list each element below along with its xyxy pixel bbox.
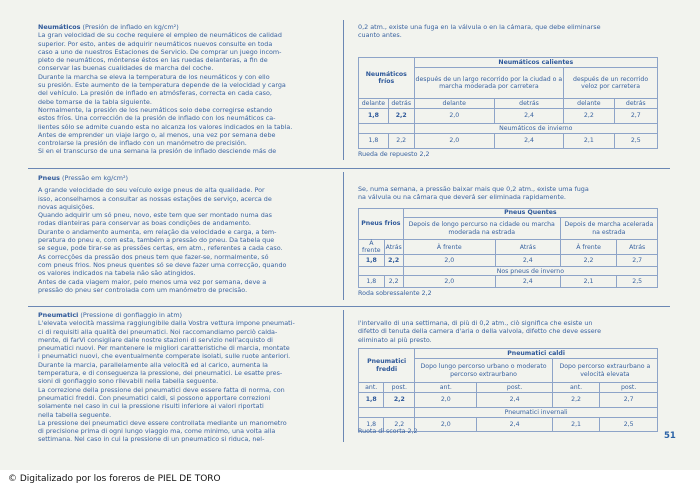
section-it-text <box>38 311 333 444</box>
table-pt-hot-b: Depois de marcha acelerada na estrada <box>560 218 657 240</box>
table-es-cell: 2,7 <box>614 109 657 124</box>
table-es-cell: 2,5 <box>614 134 657 149</box>
table-it-cell: 2,7 <box>600 393 658 407</box>
table-it-hot-a: Dopo lungo percorso urbano o moderato percorso extraurbano <box>415 358 553 382</box>
it-line: solamente nel caso in cui la pressione risulti inferiore ai valori riportati <box>38 402 264 411</box>
it-right-line: l'intervallo di una settimana, di più di 0,2 atm., ciò significa che esiste un <box>358 319 593 327</box>
it-line: La correzione della pressione dei pneumatici deve essere fatta di norma, con <box>38 385 285 394</box>
es-line: estos fríos. Una corrección de la presión de inflado con los neumáticos ca- <box>38 114 276 123</box>
table-pt-cell: 2,4 <box>495 255 560 267</box>
table-it-front: ant. <box>415 383 477 393</box>
table-pt-hot-header: Pneus Quentes <box>403 209 657 218</box>
section-pt-right-text <box>358 185 658 202</box>
table-it-hot-header: Pneumatici caldi <box>415 349 658 359</box>
table-pt-cell: 2,1 <box>560 276 617 288</box>
table-it-cell: 2,4 <box>477 417 552 431</box>
divider-1 <box>28 168 670 169</box>
table-es-cold-header: Neumáticos fríos <box>359 58 415 99</box>
table-pt-empty <box>359 267 404 276</box>
table-it-cell: 2,4 <box>477 393 552 407</box>
it-line: pneumatici freddi. Con pneumatici caldi, si possono apportare correzioni <box>38 393 271 402</box>
table-es-cell: 2,0 <box>414 134 494 149</box>
it-line: settimana. Nel caso in cui la pressione di un pneumatico si riduca, nel- <box>38 435 265 444</box>
table-pt-rear: Atrás <box>384 240 403 255</box>
table-it-cell: 1,8 <box>359 393 384 407</box>
es-line: conservar las buenas cualidades de marcha del coche. <box>38 64 214 73</box>
es-line: superior. Por esto, antes de adquirir neumáticos nuevos consulte en toda <box>38 39 273 48</box>
table-pt-cell: 2,7 <box>617 255 658 267</box>
pt-right-line: na válvula ou na câmara que deverá ser eliminada rapidamente. <box>358 193 566 202</box>
table-it <box>358 348 658 432</box>
table-pt-cell: 1,8 <box>359 255 385 267</box>
es-line: Si en el transcurso de una semana la presión de inflado desciende más de <box>38 147 277 156</box>
it-line: La pressione dei pneumatici deve essere controllata mediante un manometro <box>38 418 287 427</box>
it-line: ci di requisiti alla qualità dei pneumatici. Noi raccomandiamo perciò calda- <box>38 327 278 336</box>
it-line: Durante la marcia, parallelamente alla velocità ed al carico, aumenta la <box>38 360 268 369</box>
table-es-cell: 2,2 <box>388 109 414 124</box>
table-pt-cell: 2,2 <box>384 255 403 267</box>
table-es-cell: 2,4 <box>494 134 563 149</box>
it-line: pneumatici nuovi. Per mantenere le migliori caratteristiche di marcia, montate <box>38 344 290 353</box>
table-es-empty <box>359 123 415 133</box>
es-right-line: 0,2 atm., existe una fuga en la válvula o en la cámara, que debe eliminarse <box>358 23 601 31</box>
es-line: controlarse la presión de inflado con un manómetro de precisión. <box>38 139 247 148</box>
column-divider-1 <box>343 20 344 160</box>
table-it-winter: Pneumatici invernali <box>415 407 658 417</box>
table-pt-rear: Atrás <box>617 240 658 255</box>
es-line: Durante la marcha se eleva la temperatura de los neumáticos y con ello <box>38 72 270 81</box>
table-it-rear: post. <box>384 383 415 393</box>
table-it-cell: 2,5 <box>600 417 658 431</box>
pt-line: se segue, pode tirar-se as pressões certas, em atm., referentes a cada caso. <box>38 244 283 253</box>
table-es-cell: 1,8 <box>359 134 389 149</box>
es-line: La gran velocidad de su coche requiere el empleo de neumáticos de calidad <box>38 31 282 40</box>
pt-line: pressão do pneu ser controlada com um manómetro de precisão. <box>38 285 248 294</box>
es-line: lientes sólo se admite cuando esta no alcanza los valores indicados en la tabla. <box>38 122 293 131</box>
pt-line: isso, aconselhamos a consultar as nossas estações de serviço, acerca de <box>38 194 272 203</box>
section-es-heading: Neumáticos <box>38 23 81 31</box>
es-line: Antes de emprender un viaje largo o, al menos, una vez por semana debe <box>38 130 276 139</box>
table-pt-cell: 1,8 <box>359 276 385 288</box>
pt-line: A grande velocidade do seu veículo exige pneus de alta qualidade. Por <box>38 186 265 195</box>
pt-line: com pneus frios. Nos pneus quentes só se deve fazer uma correcção, quando <box>38 260 287 269</box>
it-line: mente, di farVi consigliare dalle nostre stazioni di servizio nell'acquisto di <box>38 335 273 344</box>
it-line: di precisione prima di ogni lungo viaggio ma, come minimo, una volta alla <box>38 427 276 436</box>
table-es-hot-b: después de un recorrido veloz por carretera <box>564 68 658 99</box>
section-pt-text <box>38 174 333 294</box>
digitization-credit: © Digitalizado por los foreros de PIEL DE TORO <box>8 474 221 484</box>
spare-it: Ruota di scorta 2,2 <box>358 428 418 435</box>
table-es-front: delante <box>359 98 389 108</box>
table-pt-cell: 2,0 <box>403 276 495 288</box>
table-it-cell: 2,0 <box>415 417 477 431</box>
table-it-front: ant. <box>359 383 384 393</box>
table-es-cell: 1,8 <box>359 109 389 124</box>
pt-right-line: Se, numa semana, a pressão baixar mais que 0,2 atm., existe uma fuga <box>358 185 589 193</box>
es-line: del vehículo. La presión de inflado en atmósferas, correcta en cada caso, <box>38 89 272 98</box>
es-line: debe tomarse de la tabla siguiente. <box>38 97 152 106</box>
table-it-cell: 2,2 <box>384 417 415 431</box>
table-es-hot-a: después de un largo recorrido por la ciudad o a marcha moderada por carretera <box>414 68 564 99</box>
es-line: caso a uno de nuestros Estaciones de Servicio. De comprar un juego incom- <box>38 47 282 56</box>
it-right-line: eliminato al più presto. <box>358 335 432 344</box>
table-pt-front: À frente <box>359 240 385 255</box>
table-pt-cell: 2,5 <box>617 276 658 288</box>
it-line: sioni di gonfiaggio sono rilevabili nella tabella seguente. <box>38 377 219 386</box>
section-es-text <box>38 23 333 156</box>
pt-line: peratura do pneu e, com esta, também a pressão do pneu. Da tabela que <box>38 236 275 245</box>
pt-line: Antes de cada viagem maior, pelo menos uma vez por semana, deve a <box>38 277 267 286</box>
table-pt-cell: 2,2 <box>384 276 403 288</box>
table-it-empty <box>359 407 415 417</box>
section-pt-heading: Pneus <box>38 174 60 182</box>
table-pt-front: À frente <box>403 240 495 255</box>
it-line: L'elevata velocità massima raggiungibile dalla Vostra vettura impone pneumati- <box>38 319 295 328</box>
table-pt-cell: 2,2 <box>560 255 617 267</box>
it-line: i pneumatici nuovi, che eventualmente comperate isolati, sulle ruote anteriori. <box>38 352 291 361</box>
section-es-heading-sub: (Presión de inflado en kg/cm²) <box>82 23 179 31</box>
table-pt-winter: Nos pneus de inverno <box>403 267 657 276</box>
spare-pt: Roda sobressalente 2,2 <box>358 290 432 297</box>
table-es-cell: 2,2 <box>388 134 414 149</box>
es-line: Normalmente, la presión de los neumáticos solo debe corregirse estando <box>38 105 273 114</box>
pt-line: Quando adquirir um só pneu, novo, este tem que ser montado numa das <box>38 211 273 220</box>
table-pt <box>358 208 658 288</box>
pt-line: os valores indicados na tabela não são atingidos. <box>38 269 196 278</box>
table-it-cell: 1,8 <box>359 417 384 431</box>
table-it-hot-b: Dopo percorso extraurbano a velocità elevata <box>552 358 657 382</box>
pt-line: As correcções da pressão dos pneus tem que fazer-se, normalmente, só <box>38 252 269 261</box>
es-line: su presión. Este aumento de la temperatura depende de la velocidad y carga <box>38 81 286 90</box>
column-divider-3 <box>343 310 344 442</box>
table-pt-cell: 2,4 <box>495 276 560 288</box>
table-pt-cell: 2,0 <box>403 255 495 267</box>
table-it-cell: 2,2 <box>552 393 599 407</box>
spare-es: Rueda de repuesto 2,2 <box>358 151 430 158</box>
table-it-front: ant. <box>552 383 599 393</box>
pt-line: novas aquisições. <box>38 202 95 211</box>
section-it-right-text <box>358 319 658 344</box>
it-line: nella tabella seguente. <box>38 410 112 419</box>
table-es-front: delante <box>564 98 614 108</box>
divider-2 <box>28 306 670 307</box>
it-right-line: difetto di tenuta della camera d'aria o della valvola, difetto che deve essere <box>358 327 602 336</box>
page-number: 51 <box>664 431 676 441</box>
table-es-rear: detrás <box>388 98 414 108</box>
es-line: pleto de neumáticos, móntense éstos en las ruedas delanteras, a fin de <box>38 56 268 65</box>
table-es-cell: 2,0 <box>414 109 494 124</box>
table-es-winter: Neumáticos de invierno <box>414 123 657 133</box>
table-pt-hot-a: Depois de longo percurso na cidade ou marcha moderada na estrada <box>403 218 560 240</box>
table-es-cell: 2,2 <box>564 109 614 124</box>
table-it-cell: 2,1 <box>552 417 599 431</box>
table-es-cell: 2,4 <box>494 109 563 124</box>
table-it-cold-header: Pneumatici freddi <box>359 349 415 383</box>
it-line: temperatura, e di conseguenza la pressione, dei pneumatici. Le esatte pres- <box>38 369 283 378</box>
pt-line: Durante o andamento aumenta, em relação da velocidade e carga, a tem- <box>38 227 277 236</box>
section-it-heading: Pneumatici <box>38 311 79 319</box>
es-right-line: cuanto antes. <box>358 31 402 40</box>
table-es-cell: 2,1 <box>564 134 614 149</box>
table-pt-cold-header: Pneus frios <box>359 209 404 240</box>
table-it-cell: 2,0 <box>415 393 477 407</box>
table-pt-front: À frente <box>560 240 617 255</box>
table-es-hot-header: Neumáticos calientes <box>414 58 657 68</box>
table-it-rear: post. <box>600 383 658 393</box>
pt-line: rodas dianteiras para conservar as boas condições de andamento. <box>38 219 251 228</box>
table-es-rear: detrás <box>614 98 657 108</box>
table-es-front: delante <box>414 98 494 108</box>
table-it-cell: 2,2 <box>384 393 415 407</box>
table-es-rear: detrás <box>494 98 563 108</box>
section-es-right-text <box>358 23 658 40</box>
table-it-rear: post. <box>477 383 552 393</box>
table-pt-rear: Atrás <box>495 240 560 255</box>
table-es <box>358 57 658 149</box>
section-pt-heading-sub: (Pressão em kg/cm²) <box>61 174 129 182</box>
column-divider-2 <box>343 172 344 300</box>
section-it-heading-sub: (Pressione di gonfiaggio in atm) <box>80 311 183 319</box>
